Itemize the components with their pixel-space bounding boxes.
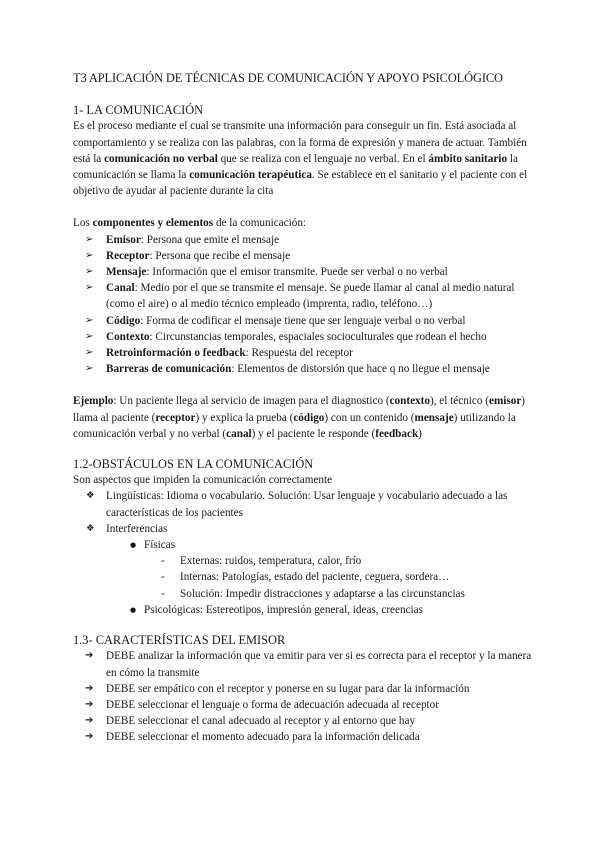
list-item: ➢ Canal: Medio por el que se transmite el mensaje. Se puede llamar al canal al medio natural (como el aire) o al medio técnico empleado (imprenta, radio, teléfono…) [73,280,533,312]
list-item: ➔ DEBE seleccionar el momento adecuado para la información delicada [73,729,533,745]
paragraph-obstaculos-intro: Son aspectos que impiden la comunicación correctamente [73,474,333,487]
list-item: ➢ Barreras de comunicación: Elementos de distorsión que hace q no llegue el mensaje [73,361,533,377]
section-heading-emisor: 1.3- CARACTERÍSTICAS DEL EMISOR [73,633,286,648]
document-page [73,70,533,746]
interferencias-list-2 [73,602,533,618]
list-item: ➢ Código: Forma de codificar el mensaje tiene que ser lenguaje verbal o no verbal [73,313,533,329]
componentes-list [73,232,533,378]
list-item: ➢ Receptor: Persona que recibe el mensaje [73,248,533,264]
list-item: ➔ DEBE seleccionar el canal adecuado al receptor y al entorno que hay [73,713,533,729]
list-item: - Internas: Patologías, estado del paciente, ceguera, sordera… [73,569,533,585]
list-item: - Externas: ruidos, temperatura, calor, frío [73,553,533,569]
list-item: ➢ Retroinformación o feedback: Respuesta del receptor [73,345,533,361]
list-item: ❖ Lingüísticas: Idioma o vocabulario. Solución: Usar lenguaje y vocabulario adecuado a las características de los pacientes [73,488,533,520]
list-item: ● Psicológicas: Estereotipos, impresión general, ideas, creencias [73,602,533,618]
list-item: ➢ Mensaje: Información que el emisor transmite. Puede ser verbal o no verbal [73,264,533,280]
list-item: ➢ Contexto: Circunstancias temporales, espaciales socioculturales que rodean el hecho [73,329,533,345]
list-item: ➢ Emisor: Persona que emite el mensaje [73,232,533,248]
document-title: T3 APLICACIÓN DE TÉCNICAS DE COMUNICACIÓN Y APOYO PSICOLÓGICO [73,71,503,85]
emisor-list [73,648,533,745]
list-item: - Solución: Impedir distracciones y adaptarse a las circunstancias [73,586,533,602]
list-item: ➔ DEBE analizar la información que va emitir para ver si es correcta para el receptor y la manera en cómo la transmite [73,648,533,680]
obstaculos-list [73,488,533,537]
paragraph-componentes-intro: Los componentes y elementos de la comunicación: [73,217,307,230]
fisicas-sublist [73,553,533,602]
list-item: ❖ Interferencias [73,521,533,537]
section-heading-comunicacion: 1- LA COMUNICACIÓN [73,103,204,118]
section-heading-obstaculos: 1.2-OBSTÁCULOS EN LA COMUNICACIÓN [73,457,314,472]
list-item: ● Físicas [73,537,533,553]
paragraph-definicion: Es el proceso mediante el cual se transmite una información para conseguir un fin. Está asociada al comportamiento y se realiza con las palabras, con la forma de expresión y manera de actuar. También está la comunicación no verbal que se realiza con el lenguaje no verbal. En el ámbito sanitario la comunicación se llama la comunicación terapéutica. Se establece en el sanitario y el paciente con el objetivo de ayudar al paciente durante la cita [73,120,528,198]
list-item: ➔ DEBE seleccionar el lenguaje o forma de adecuación adecuada al receptor [73,697,533,713]
list-item: ➔ DEBE ser empático con el receptor y ponerse en su lugar para dar la información [73,681,533,697]
paragraph-ejemplo: Ejemplo: Un paciente llega al servicio de imagen para el diagnostico (contexto), el técnico (emisor) llama al paciente (receptor) y explica la prueba (código) con un contenido (mensaje) utilizando la comunicación verbal y no verbal (canal) y el paciente le responde (feedback) [73,395,526,440]
interferencias-list [73,537,533,553]
